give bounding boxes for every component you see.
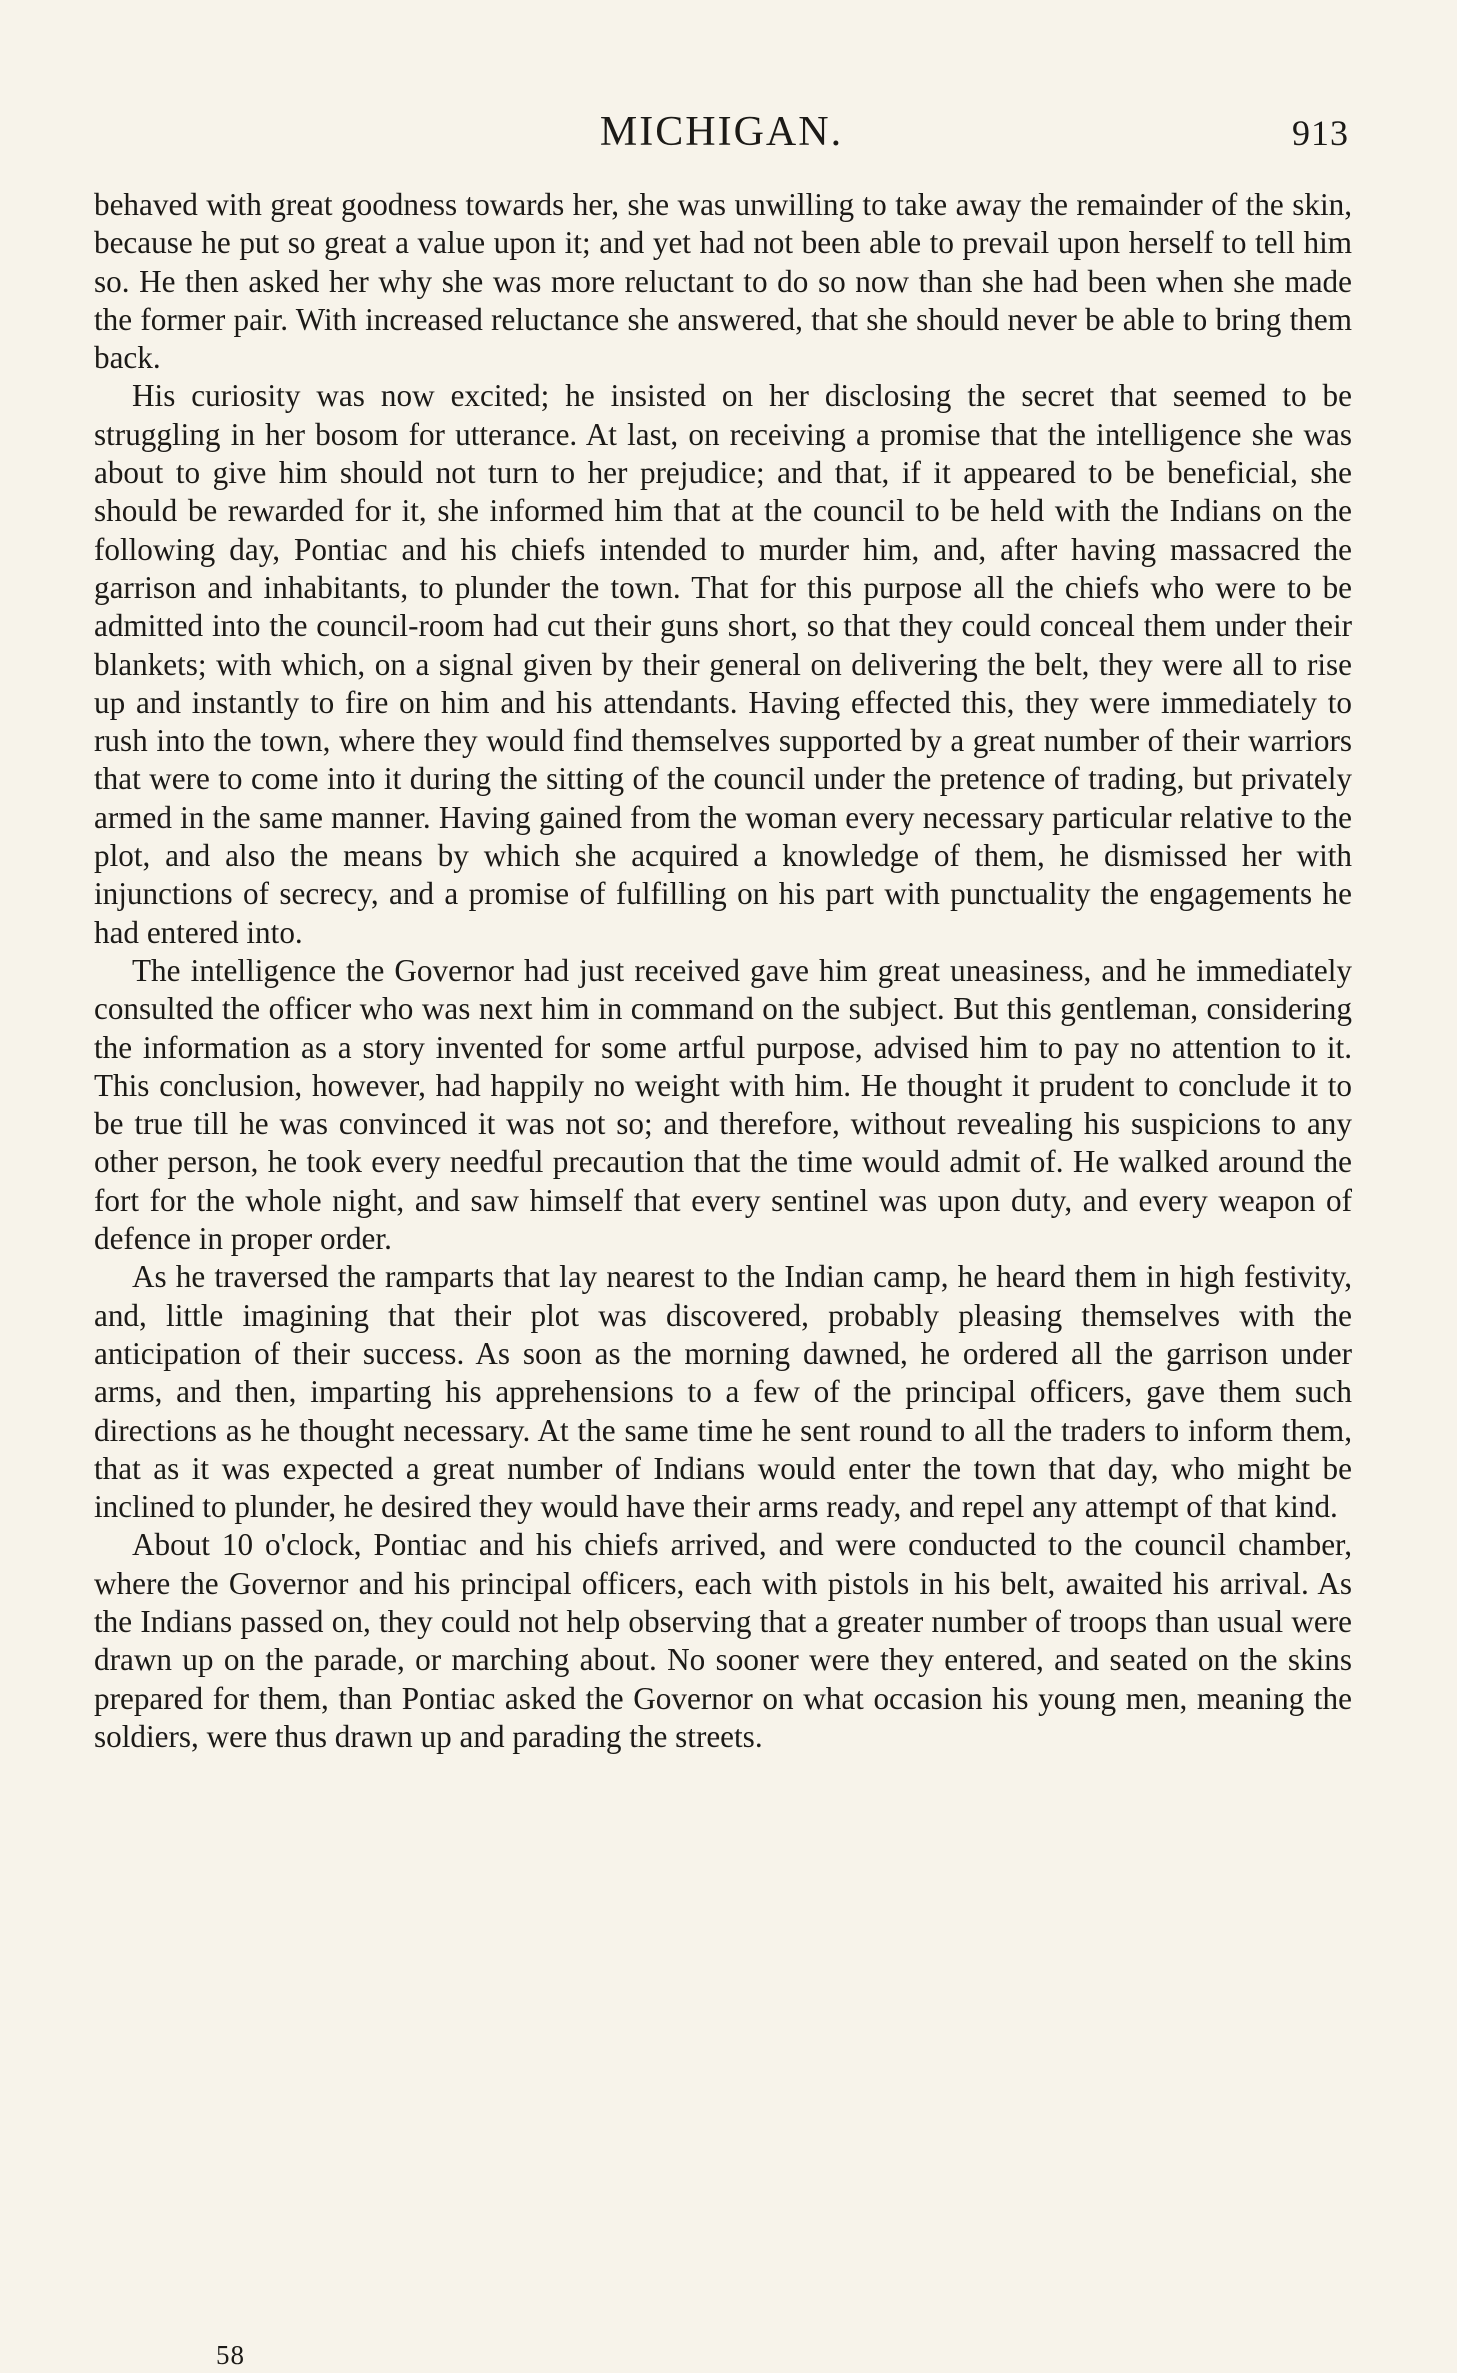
paragraph: About 10 o'clock, Pontiac and his chiefs arrived, and were conducted to the council chamber, where the Governor and his principal officers, each with pistols in his belt, awaited his arrival. As the Indians passed on, they could not help observing that a greater number of troops than usual were drawn up on the parade, or marching about. No sooner were they entered, and seated on the skins prepared for them, than Pontiac asked the Governor on what occasion his young men, meaning the soldiers, were thus drawn up and parading the streets. xyxy=(94,1527,1352,1754)
page-number: 913 xyxy=(1292,113,1349,153)
running-title: MICHIGAN. xyxy=(599,109,844,155)
paragraph: The intelligence the Governor had just received gave him great uneasiness, and he immediately consulted the officer who was next him in command on the subject. But this gentleman, considering the information as a story invented for some artful purpose, advised him to pay no attention to it. This conclusion, however, had happily no weight with him. He thought it prudent to conclude it to be true till he was convinced it was not so; and therefore, without revealing his suspicions to any other person, he took every needful precaution that the time would admit of. He walked around the fort for the whole night, and saw himself that every sentinel was upon duty, and every weapon of defence in proper order. xyxy=(94,952,1352,1257)
body-text xyxy=(94,186,1352,1756)
signature-mark: 58 xyxy=(216,2340,245,2370)
running-head xyxy=(94,108,1349,158)
paragraph: As he traversed the ramparts that lay nearest to the Indian camp, he heard them in high festivity, and, little imagining that their plot was discovered, probably pleasing themselves with the anticipation of their success. As soon as the morning dawned, he ordered all the garrison under arms, and then, imparting his apprehensions to a few of the principal officers, gave them such directions as he thought necessary. At the same time he sent round to all the traders to inform them, that as it was expected a great number of Indians would enter the town that day, who might be inclined to plunder, he desired they would have their arms ready, and repel any attempt of that kind. xyxy=(94,1259,1352,1525)
paragraph: His curiosity was now excited; he insisted on her disclosing the secret that seemed to be struggling in her bosom for utterance. At last, on receiving a promise that the intelligence she was about to give him should not turn to her prejudice; and that, if it appeared to be beneficial, she should be rewarded for it, she informed him that at the council to be held with the Indians on the following day, Pontiac and his chiefs intended to murder him, and, after having massacred the garrison and inhabitants, to plunder the town. That for this purpose all the chiefs who were to be admitted into the council-room had cut their guns short, so that they could conceal them under their blankets; with which, on a signal given by their general on delivering the belt, they were all to rise up and instantly to fire on him and his attendants. Having effected this, they were immediately to rush into the town, where they would find themselves supported by a great number of their warriors that were to come into it during the sitting of the council under the pretence of trading, but privately armed in the same manner. Having gained from the woman every necessary particular relative to the plot, and also the means by which she acquired a knowledge of them, he dismissed her with injunctions of secrecy, and a promise of fulfilling on his part with punctuality the engagements he had entered into. xyxy=(94,378,1352,950)
paragraph-continued: behaved with great goodness towards her, she was unwilling to take away the remainder of the skin, because he put so great a value upon it; and yet had not been able to prevail upon herself to tell him so. He then asked her why she was more reluctant to do so now than she had been when she made the former pair. With increased reluctance she answered, that she should never be able to bring them back. xyxy=(94,187,1352,376)
